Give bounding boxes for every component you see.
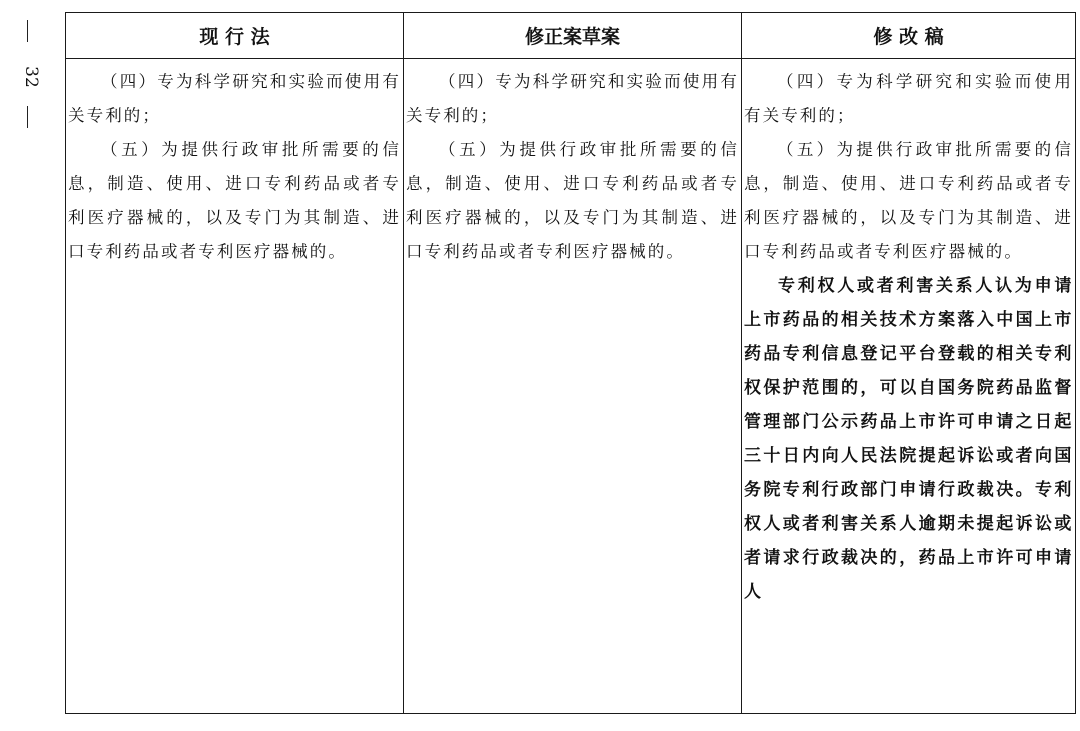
revised-item-4: （四）专为科学研究和实验而使用有关专利的； xyxy=(744,72,1073,125)
cell-draft-amendment xyxy=(404,59,742,714)
comparison-table xyxy=(65,12,1076,714)
page-number-margin xyxy=(14,20,44,130)
header-draft-amendment: 修正案草案 xyxy=(404,13,742,59)
page-number: 32 xyxy=(21,66,41,88)
margin-dash-bottom xyxy=(27,106,28,128)
header-row xyxy=(66,13,1076,59)
draft-item-4: （四）专为科学研究和实验而使用有关专利的； xyxy=(406,72,739,125)
revised-item-5: （五）为提供行政审批所需要的信息，制造、使用、进口专利药品或者专利医疗器械的，以及专门为其制造、进口专利药品或者专利医疗器械的。 xyxy=(744,140,1073,261)
current-law-item-5: （五）为提供行政审批所需要的信息，制造、使用、进口专利药品或者专利医疗器械的，以及专门为其制造、进口专利药品或者专利医疗器械的。 xyxy=(68,140,401,261)
header-current-law: 现 行 法 xyxy=(66,13,404,59)
cell-current-law xyxy=(66,59,404,714)
header-revised-draft: 修 改 稿 xyxy=(742,13,1076,59)
revised-new-paragraph: 专利权人或者利害关系人认为申请上市药品的相关技术方案落入中国上市药品专利信息登记平台登载的相关专利权保护范围的，可以自国务院药品监督管理部门公示药品上市许可申请之日起三十日内向人民法院提起诉讼或者向国务院专利行政部门申请行政裁决。专利权人或者利害关系人逾期未提起诉讼或者请求行政裁决的，药品上市许可申请人 xyxy=(744,276,1073,602)
current-law-item-4: （四）专为科学研究和实验而使用有关专利的； xyxy=(68,72,401,125)
draft-item-5: （五）为提供行政审批所需要的信息，制造、使用、进口专利药品或者专利医疗器械的，以及专门为其制造、进口专利药品或者专利医疗器械的。 xyxy=(406,140,739,261)
content-row xyxy=(66,59,1076,714)
cell-revised-draft xyxy=(742,59,1076,714)
margin-dash-top xyxy=(27,20,28,42)
